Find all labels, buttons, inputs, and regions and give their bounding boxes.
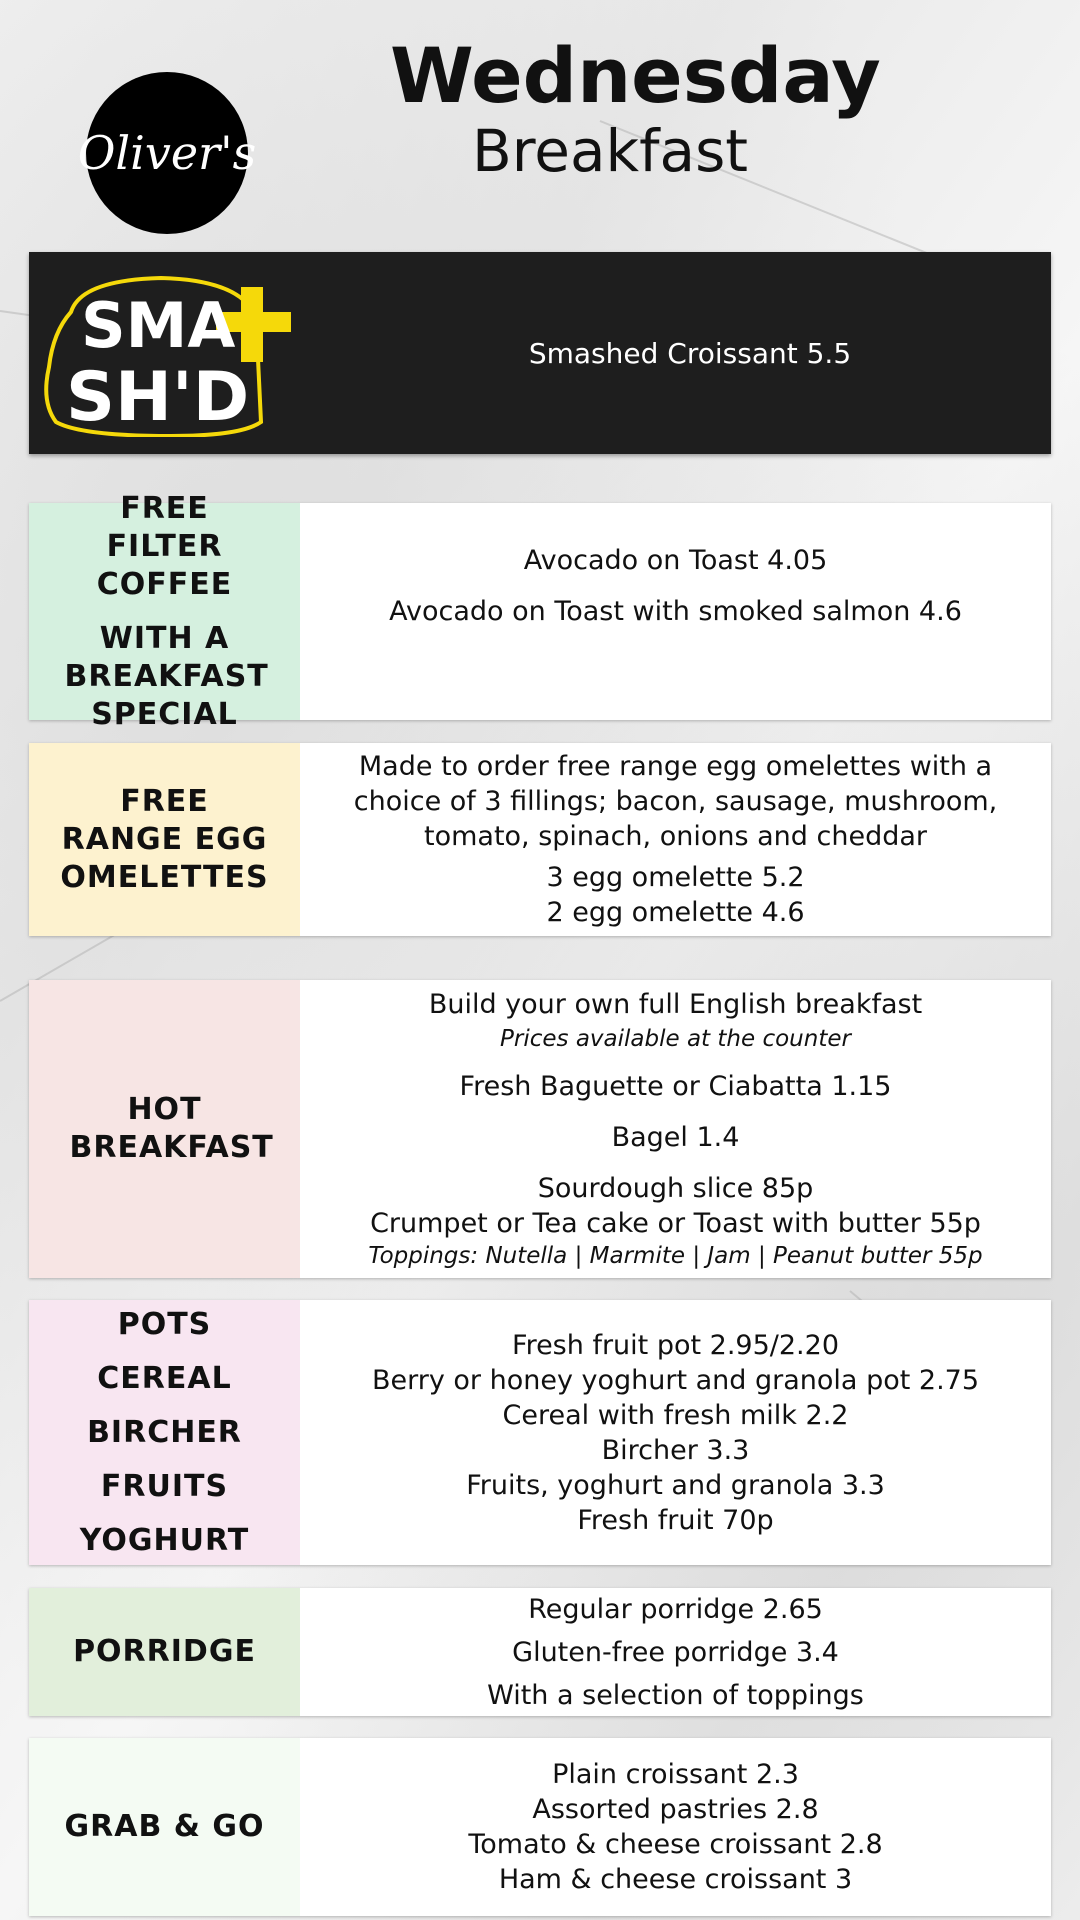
section-label-line: BIRCHER xyxy=(87,1414,242,1450)
menu-item: With a selection of toppings xyxy=(487,1679,864,1711)
section-label xyxy=(29,490,300,732)
section-hot-breakfast xyxy=(29,980,1051,1278)
menu-item: Bircher 3.3 xyxy=(601,1434,750,1466)
menu-item: Fresh fruit 70p xyxy=(577,1504,774,1536)
menu-item: Berry or honey yoghurt and granola pot 2.75 xyxy=(371,1364,980,1396)
section-label-line: HOT BREAKFAST xyxy=(69,1092,274,1165)
section-label xyxy=(29,980,300,1278)
menu-item: Avocado on Toast 4.05 xyxy=(523,545,828,576)
section-label xyxy=(29,1300,300,1565)
smashd-logo-icon xyxy=(41,272,311,437)
menu-item: 2 egg omelette 4.6 xyxy=(546,897,805,928)
section-omelettes xyxy=(29,743,1051,936)
section-label-line: FREE FILTER COFFEE xyxy=(96,490,233,602)
section-items xyxy=(300,1588,1051,1716)
section-label-line: FRUITS xyxy=(100,1468,229,1504)
section-label-line: CEREAL xyxy=(97,1360,232,1396)
section-label xyxy=(29,743,300,936)
menu-item: Fresh Baguette or Ciabatta 1.15 xyxy=(459,1071,892,1102)
menu-item: Fruits, yoghurt and granola 3.3 xyxy=(466,1469,885,1501)
logo-text: Oliver's xyxy=(77,126,257,180)
section-items xyxy=(300,980,1051,1278)
section-grab-and-go xyxy=(29,1738,1051,1916)
menu-note: Prices available at the counter xyxy=(500,1026,851,1052)
section-label-line: YOGHURT xyxy=(79,1522,250,1558)
menu-item: 3 egg omelette 5.2 xyxy=(546,862,805,893)
menu-item: Assorted pastries 2.8 xyxy=(532,1794,819,1825)
menu-item: Build your own full English breakfast xyxy=(428,989,923,1020)
section-label-line: FREE RANGE EGG OMELETTES xyxy=(60,783,269,895)
section-label xyxy=(29,1588,300,1716)
menu-note: Toppings: Nutella | Marmite | Jam | Peanut butter 55p xyxy=(368,1243,983,1269)
menu-item: Sourdough slice 85p xyxy=(537,1173,814,1204)
menu-item: Plain croissant 2.3 xyxy=(552,1759,799,1790)
section-items xyxy=(300,743,1051,936)
menu-item: Tomato & cheese croissant 2.8 xyxy=(468,1829,883,1860)
section-porridge xyxy=(29,1588,1051,1716)
menu-item: Fresh fruit pot 2.95/2.20 xyxy=(512,1329,839,1361)
menu-item: Made to order free range egg omelettes with a choice of 3 fillings; bacon, sausage, mushroom, tomato, spinach, onions and cheddar xyxy=(353,751,998,852)
page-subtitle: Breakfast xyxy=(471,117,749,185)
menu-item: Crumpet or Tea cake or Toast with butter 55p xyxy=(370,1208,981,1239)
menu-item: Gluten-free porridge 3.4 xyxy=(512,1636,839,1668)
menu-item: Ham & cheese croissant 3 xyxy=(498,1864,853,1895)
menu-item: Cereal with fresh milk 2.2 xyxy=(502,1399,849,1431)
section-label-line: WITH A BREAKFAST SPECIAL xyxy=(64,620,269,732)
section-label xyxy=(29,1738,300,1916)
section-label-line: GRAB & GO xyxy=(64,1809,265,1844)
page-title: Wednesday xyxy=(390,31,881,120)
section-items xyxy=(300,1300,1051,1565)
section-coffee-special xyxy=(29,490,1051,732)
menu-item: Bagel 1.4 xyxy=(611,1122,740,1153)
smashd-logo-text-line1: SMA xyxy=(81,289,236,362)
menu-item: Regular porridge 2.65 xyxy=(528,1593,823,1625)
smashd-logo-text-line2: SH'D xyxy=(66,358,250,437)
smashd-banner xyxy=(29,252,1051,454)
banner-item: Smashed Croissant 5.5 xyxy=(528,336,852,370)
section-items xyxy=(300,503,1051,720)
section-items xyxy=(300,1738,1051,1916)
section-pots-cereal xyxy=(29,1300,1051,1565)
menu-item: Avocado on Toast with smoked salmon 4.6 xyxy=(389,596,962,627)
olivers-logo xyxy=(77,72,257,234)
section-label-line: PORRIDGE xyxy=(73,1634,256,1669)
section-label-line: POTS xyxy=(117,1306,212,1342)
